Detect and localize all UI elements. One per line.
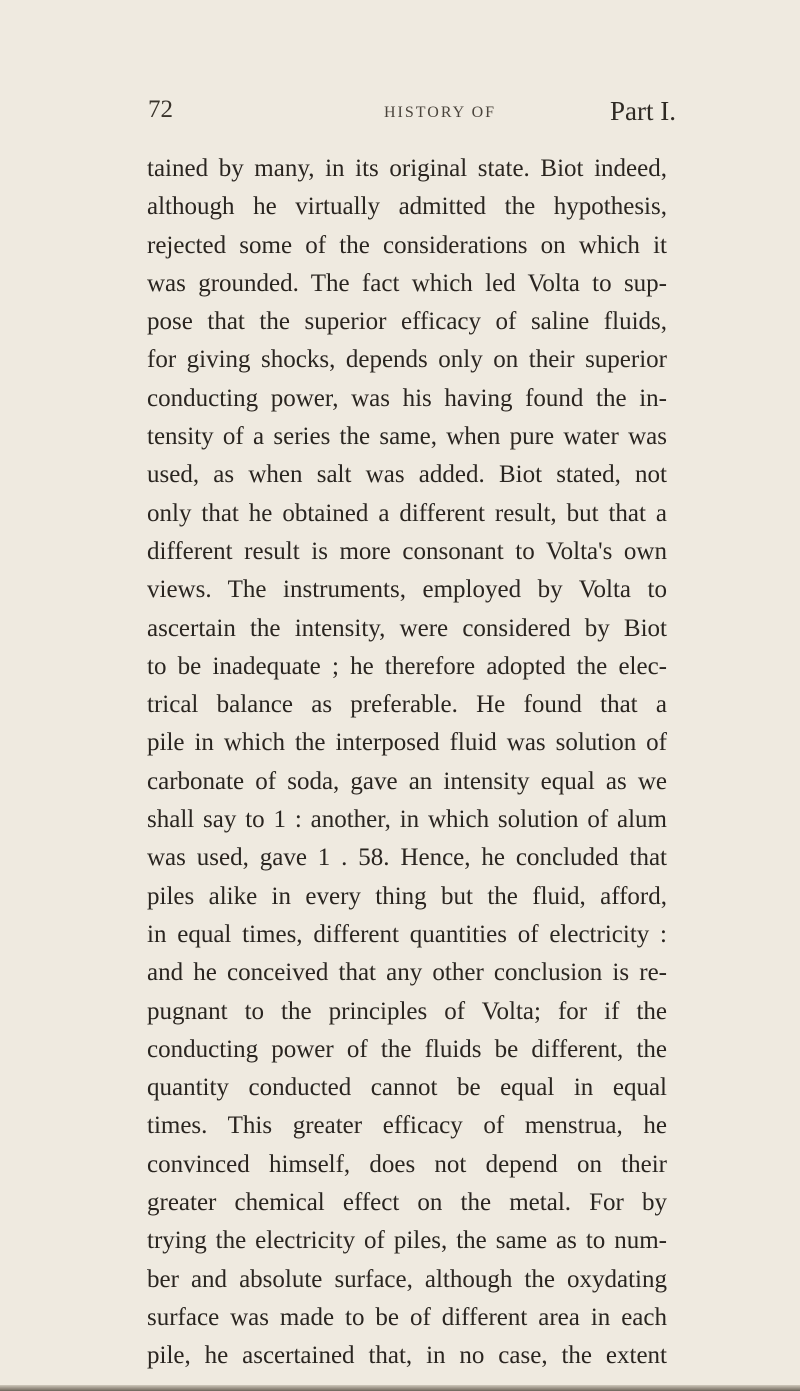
text-line: pugnant to the principles of Volta; for if the xyxy=(147,997,667,1025)
text-line: pile, he ascertained that, in no case, the extent xyxy=(147,1342,667,1370)
text-line: trical balance as preferable. He found that a xyxy=(147,691,667,719)
part-label: Part I. xyxy=(610,96,676,126)
text-line: ber and absolute surface, although the oxydating xyxy=(147,1265,667,1293)
text-line: pile in which the interposed fluid was solution of xyxy=(147,729,667,757)
text-line: carbonate of soda, gave an intensity equal as we xyxy=(147,767,667,795)
text-line: convinced himself, does not depend on their xyxy=(147,1150,667,1178)
text-line: to be inadequate ; he therefore adopted the elec- xyxy=(147,652,667,680)
text-line: was used, gave 1 . 58. Hence, he concluded that xyxy=(147,844,667,872)
text-line: only that he obtained a different result, but that a xyxy=(147,499,667,527)
text-line: times. This greater efficacy of menstrua, he xyxy=(147,1112,667,1140)
text-line: shall say to 1 : another, in which solution of alum xyxy=(147,806,667,834)
body-text xyxy=(147,150,667,1376)
text-line: for giving shocks, depends only on their superior xyxy=(147,346,667,374)
running-head: HISTORY OF xyxy=(384,104,497,121)
text-line: conducting power of the fluids be different, the xyxy=(147,1035,667,1063)
text-line: conducting power, was his having found the in- xyxy=(147,384,667,412)
text-line: views. The instruments, employed by Volta to xyxy=(147,576,667,604)
text-line: tensity of a series the same, when pure water was xyxy=(147,423,667,451)
text-line: in equal times, different quantities of electricity : xyxy=(147,920,667,948)
text-line: pose that the superior efficacy of saline fluids, xyxy=(147,308,667,336)
text-line: different result is more consonant to Volta's own xyxy=(147,537,667,565)
text-line: piles alike in every thing but the fluid, afford, xyxy=(147,882,667,910)
text-line: surface was made to be of different area in each xyxy=(147,1303,667,1331)
text-line: and he conceived that any other conclusion is re- xyxy=(147,959,667,987)
text-line: rejected some of the considerations on which it xyxy=(147,231,667,259)
text-line: quantity conducted cannot be equal in equal xyxy=(147,1074,667,1102)
text-line: greater chemical effect on the metal. For by xyxy=(147,1189,667,1217)
text-line: tained by many, in its original state. Biot indeed, xyxy=(147,155,667,182)
text-line: ascertain the intensity, were considered by Biot xyxy=(147,614,667,642)
text-line: used, as when salt was added. Biot stated, not xyxy=(147,461,667,489)
page-edge xyxy=(0,1385,800,1391)
text-line: was grounded. The fact which led Volta to sup- xyxy=(147,269,667,297)
text-line: although he virtually admitted the hypothesis, xyxy=(147,193,667,221)
page-header xyxy=(148,96,676,142)
page-number: 72 xyxy=(148,96,173,123)
text-line: trying the electricity of piles, the same as to num- xyxy=(147,1227,667,1255)
